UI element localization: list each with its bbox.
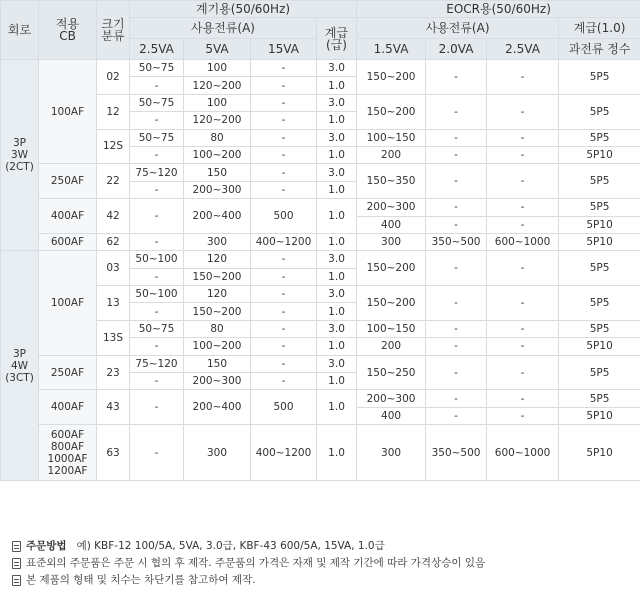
meter-cell: 1.0: [317, 390, 357, 425]
size-cell: 23: [97, 355, 130, 390]
circuit-cell: 3P 4W (3CT): [1, 251, 39, 481]
eocr-cell: -: [426, 60, 487, 95]
eocr-cell: -: [487, 146, 559, 163]
meter-cell: -: [251, 355, 317, 372]
header-va: 2.5VA: [130, 39, 184, 60]
table-row: [1, 355, 640, 372]
cb-cell: 400AF: [39, 199, 97, 234]
table-row: [1, 60, 640, 77]
meter-cell: -: [251, 181, 317, 198]
meter-cell: -: [251, 268, 317, 285]
header-class-eocr: 계급(1.0): [559, 18, 640, 39]
eocr-cell: -: [487, 164, 559, 199]
eocr-cell: 600~1000: [487, 233, 559, 250]
eocr-cell: -: [487, 94, 559, 129]
table-row: [1, 251, 640, 268]
meter-cell: 300: [184, 233, 251, 250]
meter-cell: -: [130, 77, 184, 94]
meter-cell: 200~400: [184, 199, 251, 234]
table-row: [1, 164, 640, 181]
meter-cell: 200~300: [184, 373, 251, 390]
header-va: 1.5VA: [357, 39, 426, 60]
document-icon: [12, 541, 21, 552]
header-size: 크기 분류: [97, 1, 130, 60]
meter-cell: 120~200: [184, 77, 251, 94]
cb-cell: 600AF 800AF 1000AF 1200AF: [39, 425, 97, 481]
eocr-cell: -: [487, 407, 559, 424]
eocr-cell: 200: [357, 338, 426, 355]
eocr-cell: -: [487, 216, 559, 233]
eocr-cell: 350~500: [426, 425, 487, 481]
meter-cell: 150~200: [184, 303, 251, 320]
eocr-cell: -: [426, 355, 487, 390]
meter-cell: 3.0: [317, 94, 357, 111]
size-cell: 43: [97, 390, 130, 425]
table-row: [1, 199, 640, 216]
table-row: [1, 425, 640, 481]
eocr-cell: 5P5: [559, 94, 640, 129]
meter-cell: 100: [184, 94, 251, 111]
eocr-cell: 350~500: [426, 233, 487, 250]
size-cell: 03: [97, 251, 130, 286]
size-cell: 22: [97, 164, 130, 199]
meter-cell: 1.0: [317, 77, 357, 94]
meter-cell: 1.0: [317, 181, 357, 198]
eocr-cell: -: [426, 286, 487, 321]
eocr-cell: -: [426, 251, 487, 286]
header-meter-group: 계기용(50/60Hz): [130, 1, 357, 18]
eocr-cell: 5P5: [559, 390, 640, 407]
eocr-cell: 5P5: [559, 355, 640, 390]
eocr-cell: 5P5: [559, 199, 640, 216]
eocr-cell: -: [487, 355, 559, 390]
eocr-cell: 400: [357, 216, 426, 233]
header-eocr-current: 사용전류(A): [357, 18, 559, 39]
eocr-cell: 300: [357, 425, 426, 481]
meter-cell: -: [251, 112, 317, 129]
meter-cell: 3.0: [317, 286, 357, 303]
meter-cell: -: [130, 199, 184, 234]
meter-cell: -: [251, 320, 317, 337]
eocr-cell: 5P10: [559, 233, 640, 250]
notes: [12, 538, 485, 589]
eocr-cell: 5P10: [559, 146, 640, 163]
header-class: 계급 (급): [317, 18, 357, 60]
meter-cell: 200~400: [184, 390, 251, 425]
circuit-cell: 3P 3W (2CT): [1, 60, 39, 251]
meter-cell: -: [130, 373, 184, 390]
meter-cell: 200~300: [184, 181, 251, 198]
size-cell: 42: [97, 199, 130, 234]
note-text: 표준외의 주문품은 주문 시 협의 후 제작. 주문품의 가격은 자재 및 제작 기간에 따라 가격상승이 있음: [26, 557, 486, 569]
cb-cell: 400AF: [39, 390, 97, 425]
eocr-cell: -: [426, 216, 487, 233]
meter-cell: 1.0: [317, 373, 357, 390]
meter-cell: 500: [251, 390, 317, 425]
eocr-cell: -: [487, 251, 559, 286]
eocr-cell: 5P10: [559, 407, 640, 424]
cb-cell: 600AF: [39, 233, 97, 250]
meter-cell: 50~75: [130, 94, 184, 111]
eocr-cell: -: [426, 164, 487, 199]
eocr-cell: 5P5: [559, 164, 640, 199]
eocr-cell: 5P5: [559, 60, 640, 95]
eocr-cell: 5P10: [559, 425, 640, 481]
eocr-cell: 100~150: [357, 320, 426, 337]
meter-cell: -: [251, 373, 317, 390]
cb-cell: 100AF: [39, 60, 97, 164]
eocr-cell: -: [426, 146, 487, 163]
eocr-cell: 200~300: [357, 199, 426, 216]
cb-cell: 250AF: [39, 355, 97, 390]
eocr-cell: 5P5: [559, 320, 640, 337]
eocr-cell: 150~350: [357, 164, 426, 199]
meter-cell: 75~120: [130, 355, 184, 372]
eocr-cell: 150~200: [357, 251, 426, 286]
note-text: 본 제품의 형태 및 치수는 차단기를 참고하여 제작.: [26, 574, 256, 586]
size-cell: 12S: [97, 129, 130, 164]
eocr-cell: -: [426, 390, 487, 407]
header-eocr-group: EOCR용(50/60Hz): [357, 1, 640, 18]
size-cell: 13: [97, 286, 130, 321]
eocr-cell: 5P5: [559, 129, 640, 146]
eocr-cell: -: [426, 94, 487, 129]
meter-cell: 400~1200: [251, 425, 317, 481]
meter-cell: 50~75: [130, 320, 184, 337]
meter-cell: 3.0: [317, 251, 357, 268]
meter-cell: 1.0: [317, 199, 357, 234]
note-order: [12, 538, 485, 555]
eocr-cell: 5P10: [559, 216, 640, 233]
meter-cell: 80: [184, 129, 251, 146]
meter-cell: -: [130, 303, 184, 320]
meter-cell: 50~75: [130, 60, 184, 77]
eocr-cell: -: [487, 390, 559, 407]
eocr-cell: 5P5: [559, 286, 640, 321]
eocr-cell: 100~150: [357, 129, 426, 146]
order-text: 예) KBF-12 100/5A, 5VA, 3.0급, KBF-43 600/5A, 15VA, 1.0급: [76, 540, 385, 552]
eocr-cell: 200: [357, 146, 426, 163]
meter-cell: -: [130, 268, 184, 285]
meter-cell: 100: [184, 60, 251, 77]
note-custom: [12, 555, 485, 572]
eocr-cell: 150~200: [357, 94, 426, 129]
meter-cell: -: [251, 164, 317, 181]
meter-cell: 100~200: [184, 146, 251, 163]
header-meter-current: 사용전류(A): [130, 18, 317, 39]
header-va: 2.5VA: [487, 39, 559, 60]
eocr-cell: -: [426, 129, 487, 146]
meter-cell: 120~200: [184, 112, 251, 129]
meter-cell: 120: [184, 251, 251, 268]
size-cell: 02: [97, 60, 130, 95]
meter-cell: 1.0: [317, 233, 357, 250]
eocr-cell: -: [487, 129, 559, 146]
header-overcurrent: 과전류 정수: [559, 39, 640, 60]
meter-cell: -: [130, 390, 184, 425]
meter-cell: 3.0: [317, 164, 357, 181]
size-cell: 63: [97, 425, 130, 481]
eocr-cell: -: [426, 407, 487, 424]
meter-cell: -: [130, 181, 184, 198]
eocr-cell: -: [426, 338, 487, 355]
meter-cell: 300: [184, 425, 251, 481]
note-dimensions: [12, 572, 485, 589]
meter-cell: 500: [251, 199, 317, 234]
eocr-cell: 600~1000: [487, 425, 559, 481]
meter-cell: -: [251, 77, 317, 94]
meter-cell: 1.0: [317, 303, 357, 320]
eocr-cell: 150~200: [357, 60, 426, 95]
eocr-cell: 150~250: [357, 355, 426, 390]
header-va: 5VA: [184, 39, 251, 60]
meter-cell: -: [130, 233, 184, 250]
meter-cell: 3.0: [317, 60, 357, 77]
table-body: [1, 60, 640, 481]
meter-cell: -: [251, 251, 317, 268]
meter-cell: 50~100: [130, 286, 184, 303]
eocr-cell: -: [426, 320, 487, 337]
meter-cell: 3.0: [317, 355, 357, 372]
header-va: 15VA: [251, 39, 317, 60]
meter-cell: -: [130, 146, 184, 163]
eocr-cell: 300: [357, 233, 426, 250]
meter-cell: 150: [184, 164, 251, 181]
meter-cell: 80: [184, 320, 251, 337]
meter-cell: 3.0: [317, 129, 357, 146]
meter-cell: -: [251, 338, 317, 355]
meter-cell: -: [251, 286, 317, 303]
eocr-cell: -: [487, 60, 559, 95]
meter-cell: 1.0: [317, 425, 357, 481]
meter-cell: 1.0: [317, 112, 357, 129]
eocr-cell: 400: [357, 407, 426, 424]
table-row: [1, 129, 640, 146]
meter-cell: -: [251, 146, 317, 163]
meter-cell: -: [251, 94, 317, 111]
size-cell: 13S: [97, 320, 130, 355]
meter-cell: -: [130, 338, 184, 355]
cb-cell: 250AF: [39, 164, 97, 199]
table-row: [1, 94, 640, 111]
cb-cell: 100AF: [39, 251, 97, 355]
eocr-cell: 5P10: [559, 338, 640, 355]
meter-cell: 1.0: [317, 338, 357, 355]
table-row: [1, 320, 640, 337]
meter-cell: -: [130, 112, 184, 129]
eocr-cell: 5P5: [559, 251, 640, 286]
header-va: 2.0VA: [426, 39, 487, 60]
eocr-cell: -: [426, 199, 487, 216]
order-label: 주문방법: [26, 540, 67, 552]
header-circuit: 회로: [1, 1, 39, 60]
document-icon: [12, 558, 21, 569]
meter-cell: 3.0: [317, 320, 357, 337]
meter-cell: 120: [184, 286, 251, 303]
table-row: [1, 390, 640, 407]
meter-cell: 1.0: [317, 146, 357, 163]
meter-cell: 150~200: [184, 268, 251, 285]
meter-cell: 100~200: [184, 338, 251, 355]
header-cb: 적용 CB: [39, 1, 97, 60]
eocr-cell: -: [487, 199, 559, 216]
meter-cell: -: [251, 303, 317, 320]
size-cell: 62: [97, 233, 130, 250]
table-row: [1, 286, 640, 303]
meter-cell: 150: [184, 355, 251, 372]
eocr-cell: -: [487, 286, 559, 321]
meter-cell: -: [251, 60, 317, 77]
eocr-cell: -: [487, 320, 559, 337]
eocr-cell: 150~200: [357, 286, 426, 321]
size-cell: 12: [97, 94, 130, 129]
meter-cell: 50~75: [130, 129, 184, 146]
meter-cell: 75~120: [130, 164, 184, 181]
meter-cell: -: [251, 129, 317, 146]
meter-cell: 50~100: [130, 251, 184, 268]
document-icon: [12, 575, 21, 586]
meter-cell: 400~1200: [251, 233, 317, 250]
eocr-cell: 200~300: [357, 390, 426, 407]
meter-cell: -: [130, 425, 184, 481]
meter-cell: 1.0: [317, 268, 357, 285]
eocr-cell: -: [487, 338, 559, 355]
table-row: [1, 233, 640, 250]
